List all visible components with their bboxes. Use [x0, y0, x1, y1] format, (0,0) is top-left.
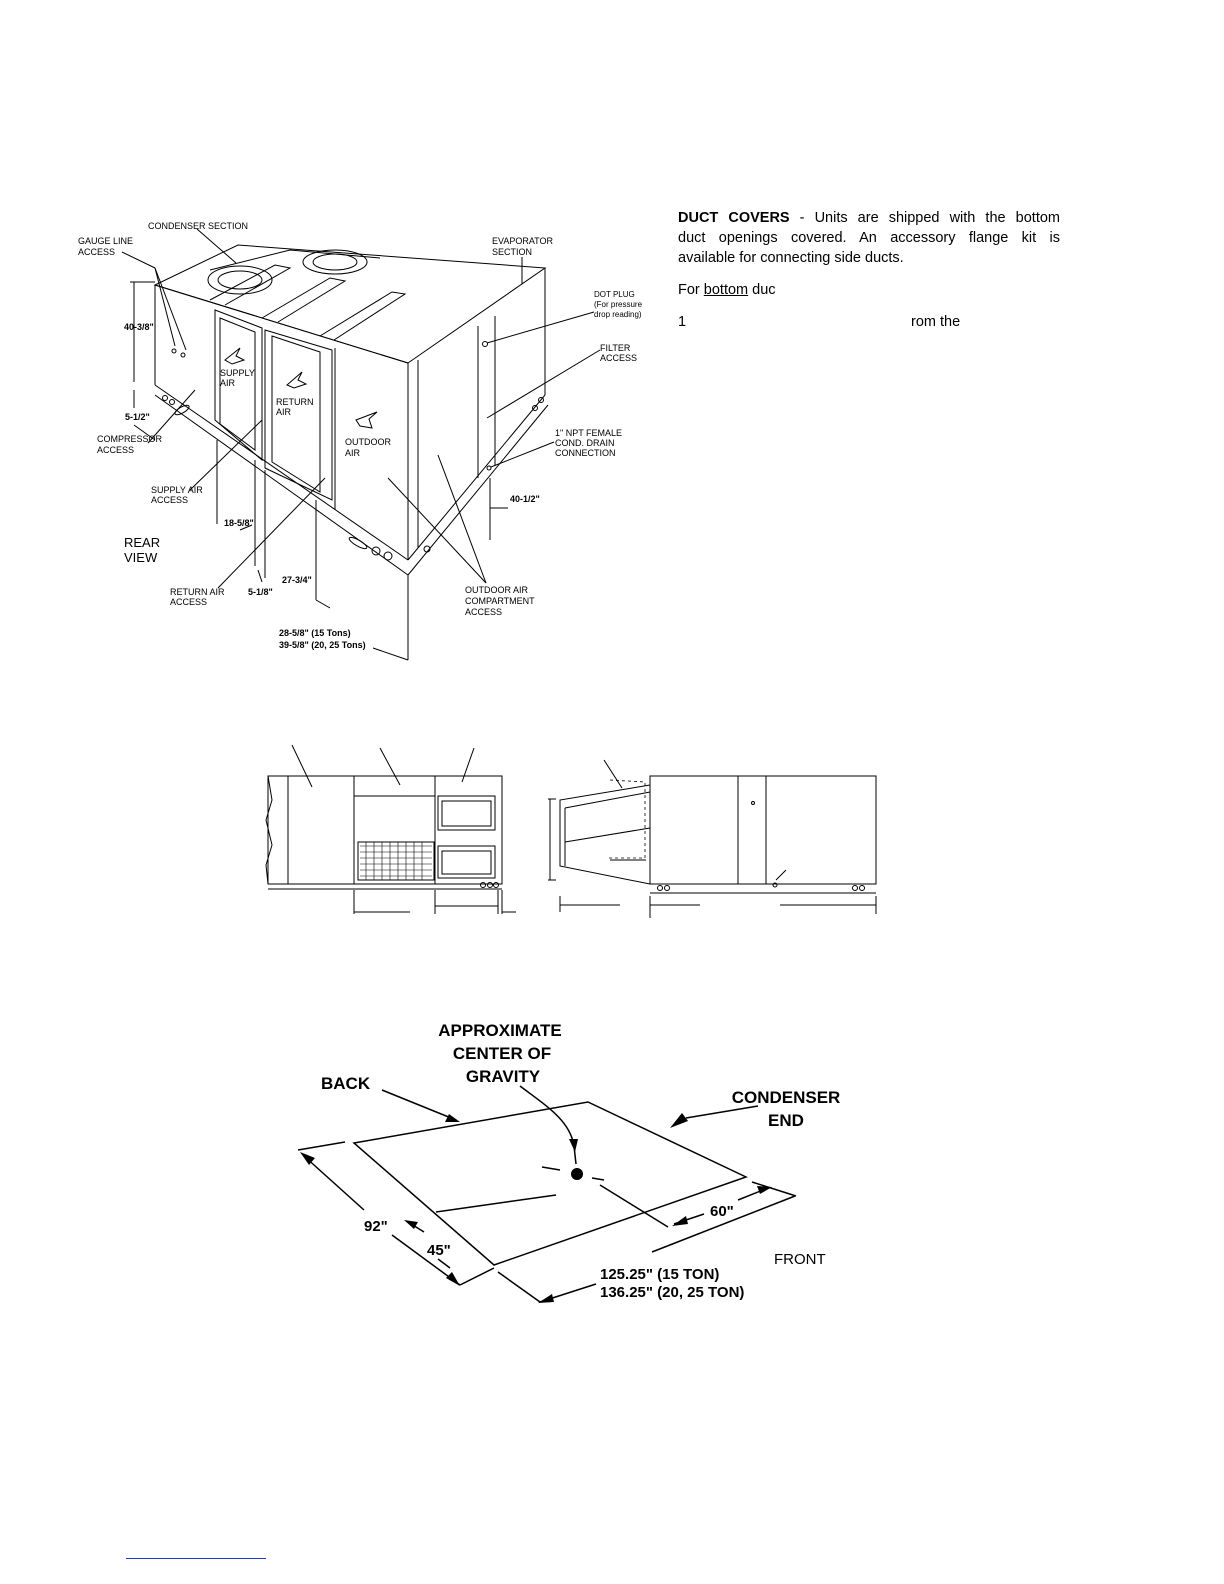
bottom-duct-line [678, 280, 1060, 300]
return-air-label: RETURN [276, 397, 314, 407]
dot-plug-label: drop reading) [594, 310, 642, 319]
drain-connection-label: COND. DRAIN [555, 438, 615, 448]
dimension-45: 45" [427, 1242, 451, 1259]
return-air-access-label: RETURN AIR [170, 587, 225, 597]
bottom-underlined: bottom [703, 282, 749, 298]
dot-plug-label: DOT PLUG [594, 290, 635, 299]
duct-covers-body: - Units are shipped with the bottom [789, 210, 1060, 226]
cog-title-line-2: CENTER OF [452, 1044, 552, 1063]
rear-view-title: REAR [124, 535, 161, 550]
filter-access-label: ACCESS [600, 353, 638, 363]
supply-air-access-label: SUPPLY AIR [151, 485, 203, 495]
return-air-label: AIR [276, 407, 292, 417]
dimension-width-15-label: 28-5/8" (15 Tons) [279, 628, 351, 638]
compressor-access-label: COMPRESSOR [97, 434, 163, 444]
cog-title-line-3: GRAVITY [465, 1067, 541, 1086]
dimension-18-label: 18-5/8" [224, 518, 254, 528]
evaporator-section-label: SECTION [492, 247, 533, 257]
center-of-gravity-dot [571, 1168, 583, 1180]
for-prefix: For [678, 282, 704, 298]
outdoor-air-compartment-label: COMPARTMENT [465, 596, 535, 606]
condenser-end-label: CONDENSER [731, 1088, 841, 1107]
evaporator-section-label: EVAPORATOR [492, 236, 554, 246]
drain-connection-label: 1" NPT FEMALE [555, 428, 623, 438]
compressor-access-label: ACCESS [97, 445, 135, 455]
item-1-fragment: rom the [911, 314, 961, 330]
footer-rule [126, 1558, 266, 1559]
supply-air-label: SUPPLY [220, 368, 255, 378]
length-15-ton: 125.25" (15 TON) [600, 1266, 720, 1283]
dot-plug-label: (For pressure [594, 300, 643, 309]
dimension-width-20-label: 39-5/8" (20, 25 Tons) [279, 640, 366, 650]
duct-covers-paragraph-line-1 [678, 208, 1060, 228]
outdoor-air-label: OUTDOOR [345, 437, 391, 447]
condenser-end-label: END [768, 1111, 804, 1130]
outdoor-air-label: AIR [345, 448, 361, 458]
duct-covers-paragraph-line-3: available for connecting side ducts. [678, 250, 904, 266]
duct-covers-heading: DUCT COVERS [678, 210, 790, 226]
supply-air-access-label: ACCESS [151, 495, 189, 505]
outdoor-air-compartment-label: ACCESS [465, 607, 503, 617]
rear-view-title: VIEW [124, 550, 158, 565]
return-air-access-label: ACCESS [170, 597, 208, 607]
condenser-section-label: CONDENSER SECTION [148, 221, 249, 231]
dimension-40-label: 40-1/2" [510, 494, 540, 504]
drain-connection-label: CONNECTION [555, 448, 616, 458]
dimension-92: 92" [364, 1218, 388, 1235]
duc-suffix: duc [748, 282, 776, 298]
dimension-base-label: 5-1/2" [125, 412, 150, 422]
item-1-number: 1 [678, 314, 687, 330]
length-20-25-ton: 136.25" (20, 25 TON) [600, 1284, 745, 1301]
duct-covers-paragraph-line-2: duct openings covered. An accessory flange kit is [678, 230, 1060, 246]
filter-access-label: FILTER [600, 343, 631, 353]
back-label: BACK [321, 1074, 371, 1093]
dimension-5-label: 5-1/8" [248, 587, 273, 597]
supply-air-label: AIR [220, 378, 236, 388]
outdoor-air-compartment-label: OUTDOOR AIR [465, 585, 529, 595]
front-label: FRONT [774, 1251, 826, 1268]
cog-title-line-1: APPROXIMATE [438, 1021, 562, 1040]
dimension-height-label: 40-3/8" [124, 322, 154, 332]
dimension-27-label: 27-3/4" [282, 575, 312, 585]
gauge-line-access-label: GAUGE LINE [78, 236, 134, 246]
gauge-line-access-label: ACCESS [78, 247, 116, 257]
dimension-60: 60" [710, 1203, 734, 1220]
